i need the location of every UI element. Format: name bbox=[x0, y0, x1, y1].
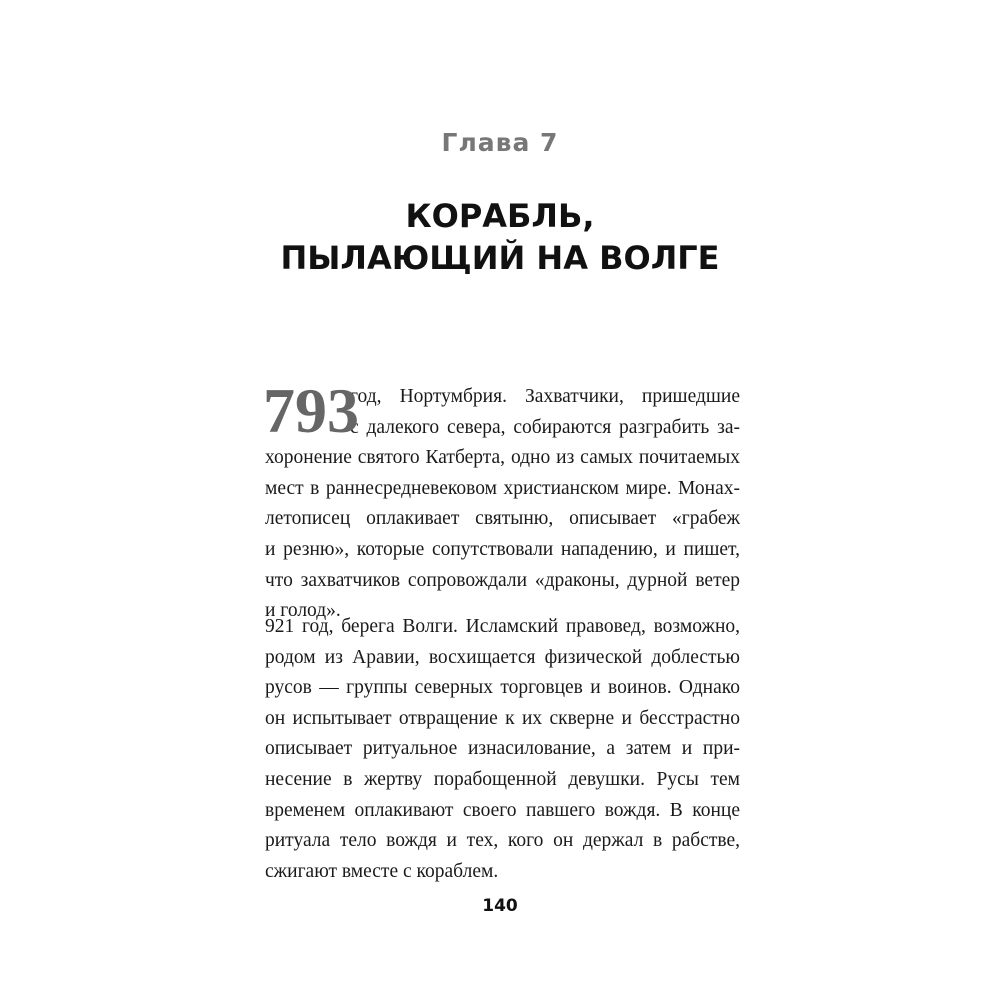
text-line: русов — группы северных торговцев и воинов. Однако bbox=[265, 677, 740, 699]
text-line: с далекого севера, собираются разграбить за- bbox=[350, 416, 740, 438]
paragraph-1 bbox=[263, 375, 740, 627]
text-line: мест в раннесредневековом христианском мире. Монах- bbox=[265, 477, 740, 499]
page-number: 140 bbox=[482, 896, 518, 916]
text-line: сжигают вместе с кораблем. bbox=[265, 860, 499, 882]
text-line: ритуала тело вождя и тех, кого он держал в рабстве, bbox=[265, 830, 740, 852]
drop-cap: 793 bbox=[263, 375, 359, 446]
chapter-title-line: КОРАБЛЬ, bbox=[405, 197, 595, 235]
text-line: и голод». bbox=[265, 600, 341, 622]
text-line: описывает ритуальное изнасилование, а затем и при- bbox=[265, 738, 740, 760]
text-line: несение в жертву порабощенной девушки. Русы тем bbox=[265, 768, 740, 790]
chapter-label: Глава 7 bbox=[441, 128, 559, 157]
paragraph-2 bbox=[265, 612, 740, 887]
text-line: родом из Аравии, восхищается физической доблестью bbox=[265, 646, 740, 668]
chapter-title-line: ПЫЛАЮЩИЙ НА ВОЛГЕ bbox=[280, 239, 720, 277]
text-line: что захватчиков сопровождали «драконы, дурной ветер bbox=[265, 569, 740, 591]
text-line: и резню», которые сопутствовали нападению, и пишет, bbox=[265, 538, 740, 560]
text-line: хоронение святого Катберта, одно из самых почитаемых bbox=[265, 447, 740, 469]
text-line: год, Нортумбрия. Захватчики, пришедшие bbox=[350, 386, 740, 407]
chapter-title bbox=[0, 195, 1000, 279]
text-line: временем оплакивают своего павшего вождя. В конце bbox=[265, 799, 740, 821]
text-line: он испытывает отвращение к их скверне и бесстрастно bbox=[265, 707, 740, 729]
text-line: 921 год, берега Волги. Исламский правовед, возможно, bbox=[265, 616, 740, 637]
text-line: летописец оплакивает святыню, описывает «грабеж bbox=[265, 508, 740, 530]
